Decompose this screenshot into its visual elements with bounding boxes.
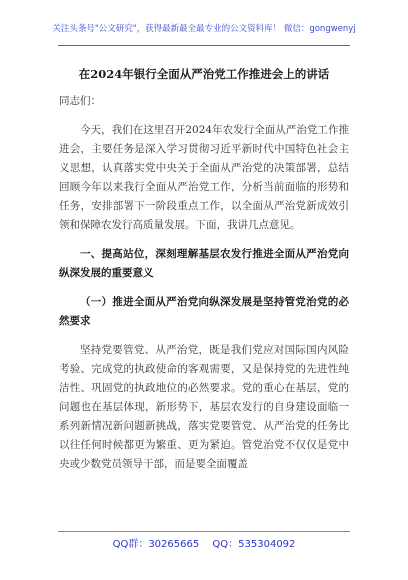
document-body (59, 92, 349, 484)
subsection-heading-1: （一）推进全面从严治党向纵深发展是坚持管党治党的必然要求 (59, 296, 349, 327)
intro-paragraph: 今天，我们在这里召开2024年农发行全面从严治党工作推进会，主要任务是深入学习贯彻习近平新时代中国特色社会主义思想，认真落实党中央关于全面从严治党的决策部署，总结回顾今年以来我行全面从严治党工作，分析当前面临的形势和任务，安排部署下一阶段重点工作，以全面从严治党新成效引领和保障农发行高质量发展。下面，我讲几点意见。 (59, 124, 349, 231)
footer-banner: QQ群：30265665 QQ：535304092 (112, 539, 296, 550)
footer-divider (58, 531, 350, 532)
salutation: 同志们： (59, 95, 101, 107)
header-banner: 关注头条号"公文研究"，获得最新最全最专业的公文资料库！ 微信：gongwenyj (52, 24, 356, 34)
document-title: 在2024年银行全面从严治党工作推进会上的讲话 (78, 67, 330, 81)
body-paragraph-1: 坚持党要管党、从严治党，既是我们党应对国际国内风险考验、完成党的执政使命的客观需要，又是保持党的先进性纯洁性、巩固党的执政地位的必然要求。党的重心在基层，党的问题也在基层体现，新形势下，基层农发行的自身建设面临一系列新情况新问题新挑战，落实党要管党、从严治党的任务比以往任何时候都更为繁重、更为紧迫。管党治党不仅仅是党中央或少数党员领导干部，而是要全面覆盖 (59, 344, 349, 470)
section-heading-1: 一、提高站位，深刻理解基层农发行推进全面从严治党向纵深发展的重要意义 (59, 248, 349, 279)
header-divider (58, 45, 350, 46)
